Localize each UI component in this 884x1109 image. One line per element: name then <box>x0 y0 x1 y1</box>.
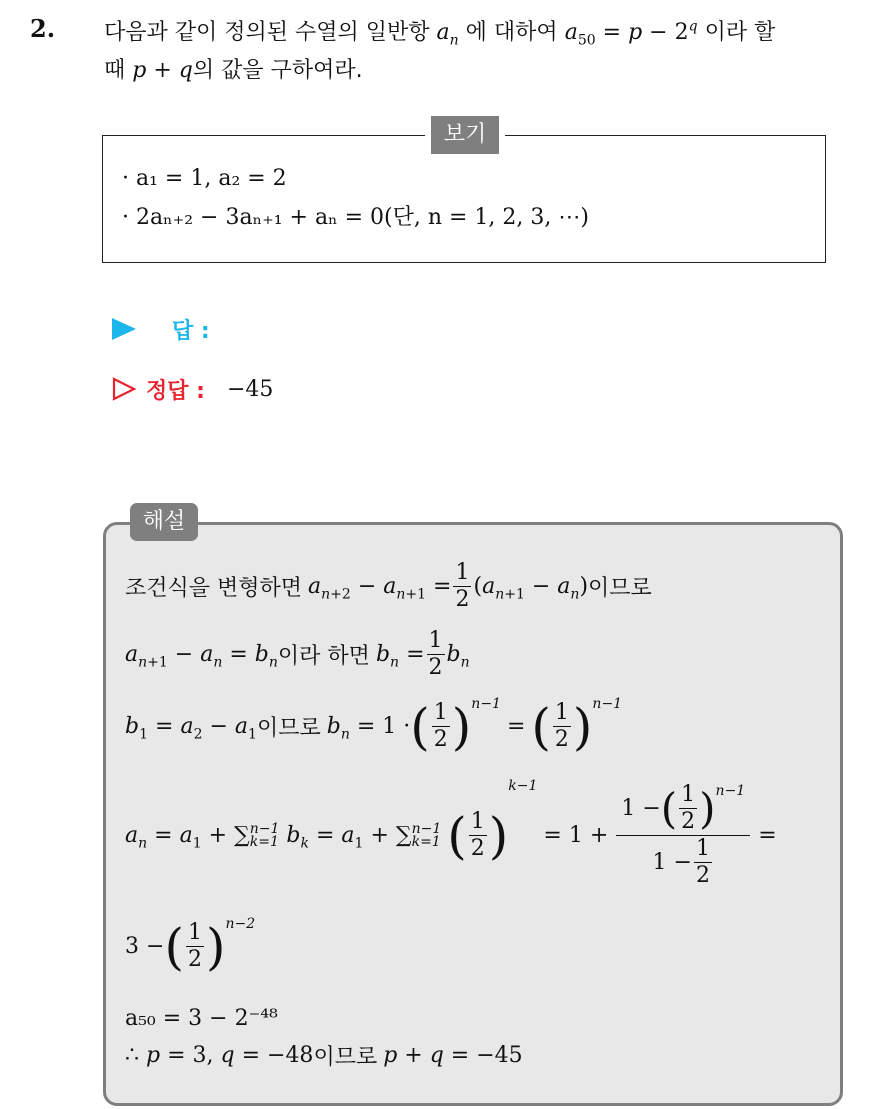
explanation-title: 해설 <box>130 503 198 541</box>
outline-triangle-icon <box>112 377 136 401</box>
question-text-part5: 의 값을 구하여라. <box>192 58 363 83</box>
answer-label: 답 : <box>172 318 210 344</box>
question-text-part3: 이라 할 <box>704 20 776 45</box>
explanation-line-2: $a_{n+1} - a_n = b_n$ 이라 하면 $b_n$ = $\frac{1}{2}$ $b_n$ <box>125 628 470 680</box>
correct-answer-row <box>112 374 273 404</box>
correct-answer-value: −45 <box>226 376 274 402</box>
play-triangle-icon <box>112 318 136 340</box>
question-text-part4: 때 <box>104 58 126 83</box>
explanation-text-2: 이므로 <box>588 576 652 601</box>
bogi-title: 보기 <box>431 116 499 154</box>
explanation-a50: a₅₀ = 3 − 2⁻⁴⁸ <box>125 1006 278 1031</box>
correct-answer-label: 정답 : <box>146 378 205 404</box>
explanation-line-4: $a_n = a_1$ + ∑ n−1 k=1 $b_k = a_1$ + ∑ n−1 k=1 ( $\frac{1}{2}$ ) k−1 = 1 + 1 − ( $\frac{1}{2}$ ) n−1 1 − $\frac{1}{2}$ = <box>125 778 777 888</box>
explanation-line-3: $b_1 = a_2 - a_1$ 이므로 $b_n = 1$ · ( $\frac{1}{2}$ ) n−1 = ( $\frac{1}{2}$ ) n−1 <box>125 696 623 756</box>
explanation-line-6 <box>125 1006 278 1031</box>
explanation-text-1: 조건식을 변형하면 <box>125 576 303 601</box>
question-text-part1: 다음과 같이 정의된 수열의 일반항 <box>104 20 430 45</box>
explanation-text-3: 이라 하면 <box>277 644 370 669</box>
question-number: 2. <box>30 14 56 43</box>
explanation-line-1: 조건식을 변형하면 $a_{n+2} - a_{n+1}$ = $\frac{1}{2}$ $(a_{n+1} - a_n)$ 이므로 <box>125 560 652 612</box>
bogi-condition-2: · 2aₙ₊₂ − 3aₙ₊₁ + aₙ = 0(단, n = 1, 2, 3, ⋯) <box>122 205 589 230</box>
explanation-line-5: 3 − ( $\frac{1}{2}$ ) n−2 <box>125 916 256 976</box>
explanation-line-7: ∴ p = 3, q = −48 이므로 p + q = −45 <box>125 1040 523 1071</box>
bogi-box <box>102 135 826 263</box>
answer-row <box>112 314 210 344</box>
explanation-text-5: 이므로 <box>313 1045 378 1070</box>
bogi-condition-1: · a₁ = 1, a₂ = 2 <box>122 166 287 191</box>
explanation-text-4: 이므로 <box>256 716 321 741</box>
question-text-part2: 에 대하여 <box>465 20 558 45</box>
question-text: 다음과 같이 정의된 수열의 일반항 $a_n$ 에 대하여 $a_{50} = p - 2^q$ 이라 할 때 p + q의 값을 구하여라. <box>104 18 776 83</box>
